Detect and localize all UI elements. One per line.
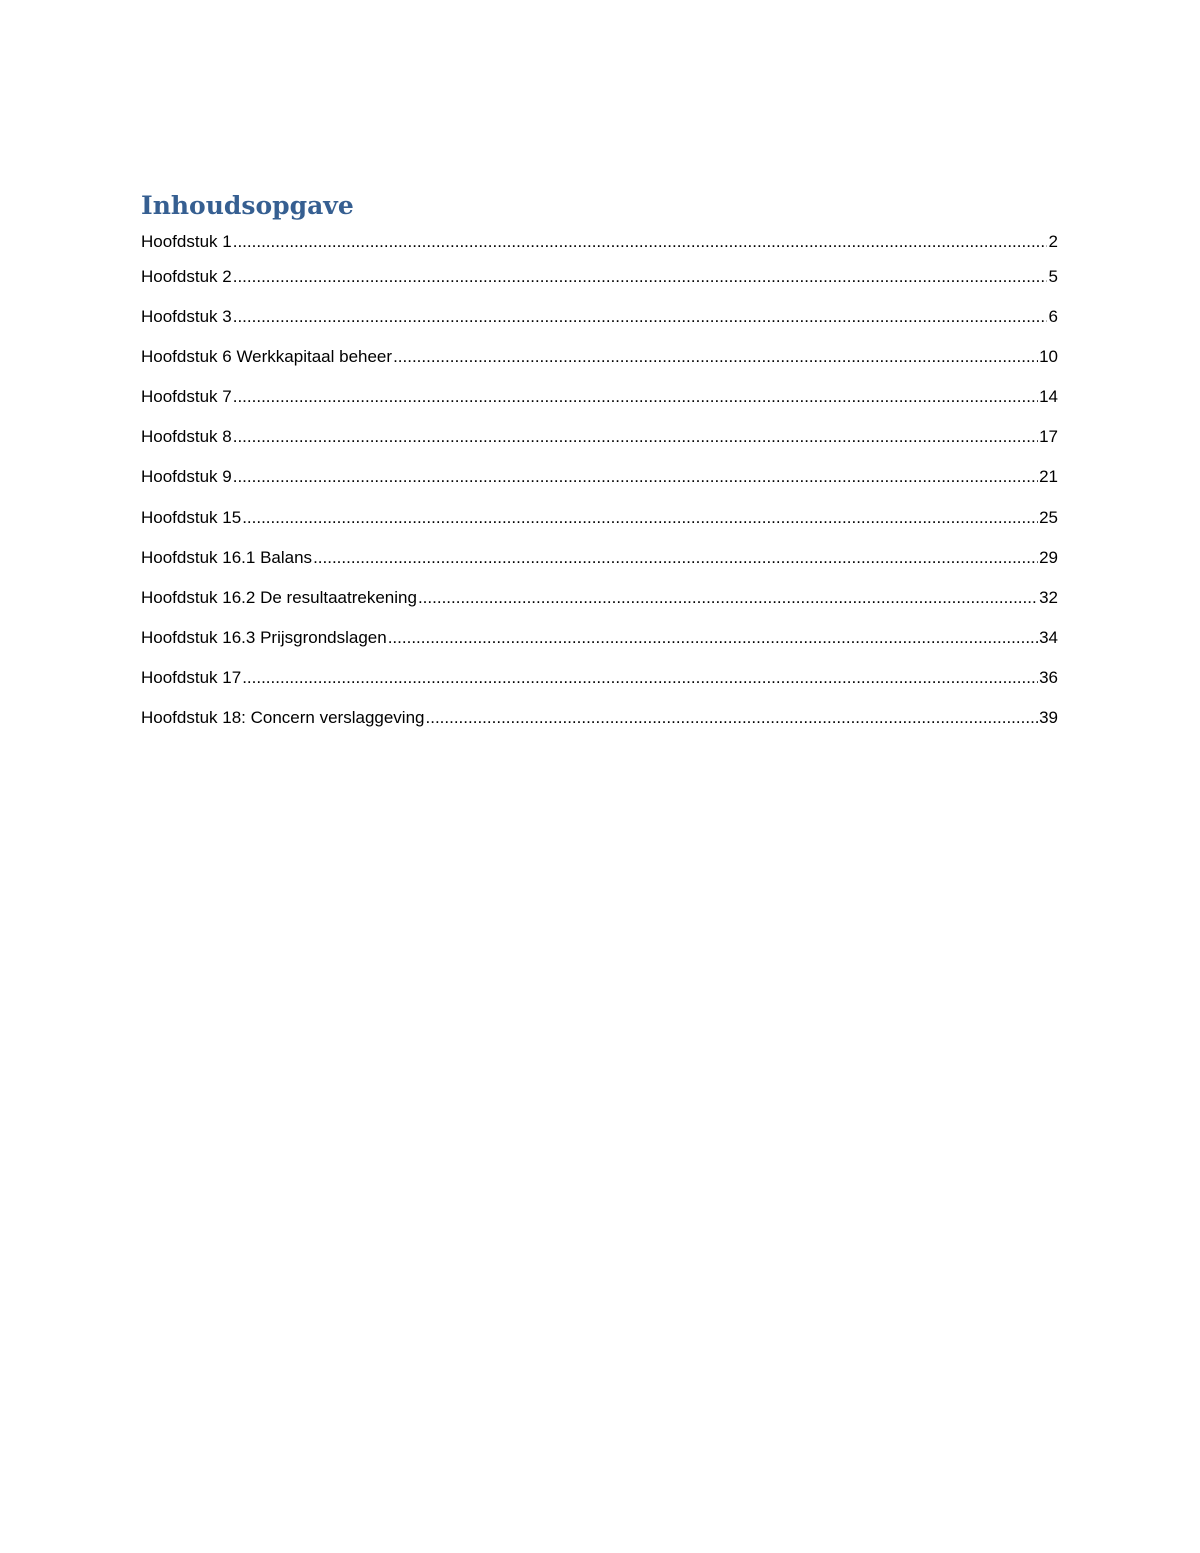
toc-entry-label: Hoofdstuk 3 bbox=[141, 307, 232, 327]
toc-list bbox=[141, 232, 1058, 748]
toc-entry-label: Hoofdstuk 2 bbox=[141, 267, 232, 286]
toc-entry-page: 34 bbox=[1039, 627, 1058, 647]
toc-entry[interactable] bbox=[141, 508, 1058, 548]
toc-dot-leader bbox=[233, 387, 1038, 407]
toc-entry-page: 39 bbox=[1039, 708, 1058, 728]
toc-entry[interactable] bbox=[141, 427, 1058, 467]
toc-dot-leader bbox=[242, 508, 1038, 528]
toc-entry-page: 25 bbox=[1039, 507, 1058, 527]
toc-entry-label: Hoofdstuk 8 bbox=[141, 427, 232, 447]
toc-entry-page: 36 bbox=[1039, 667, 1058, 687]
toc-dot-leader bbox=[393, 347, 1038, 367]
toc-entry[interactable] bbox=[141, 387, 1058, 427]
toc-entry[interactable] bbox=[141, 588, 1058, 628]
toc-entry-page: 17 bbox=[1039, 427, 1058, 447]
toc-dot-leader bbox=[233, 267, 1047, 287]
toc-dot-leader bbox=[426, 708, 1039, 728]
toc-entry-page: 29 bbox=[1039, 547, 1058, 567]
toc-entry[interactable] bbox=[141, 548, 1058, 588]
toc-entry[interactable] bbox=[141, 668, 1058, 708]
toc-entry-label: Hoofdstuk 16.1 Balans bbox=[141, 547, 313, 567]
toc-entry-page: 14 bbox=[1039, 387, 1058, 407]
toc-entry-label: Hoofdstuk 16.2 De resultaatrekening bbox=[141, 587, 417, 607]
toc-entry-label: Hoofdstuk 17 bbox=[141, 667, 242, 687]
toc-dot-leader bbox=[233, 467, 1038, 487]
toc-dot-leader bbox=[388, 628, 1038, 648]
toc-entry-label: Hoofdstuk 1 bbox=[141, 232, 232, 251]
toc-entry[interactable] bbox=[141, 708, 1058, 748]
toc-entry-label: Hoofdstuk 15 bbox=[141, 507, 242, 527]
toc-dot-leader bbox=[233, 232, 1047, 252]
toc-entry-label: Hoofdstuk 16.3 Prijsgrondslagen bbox=[141, 627, 387, 647]
document-page bbox=[141, 186, 1058, 748]
toc-entry-page: 32 bbox=[1039, 587, 1058, 607]
toc-entry-page: 2 bbox=[1048, 232, 1058, 251]
toc-entry[interactable] bbox=[141, 267, 1058, 307]
toc-dot-leader bbox=[418, 588, 1038, 608]
toc-title: Inhoudsopgave bbox=[141, 191, 354, 220]
toc-entry-label: Hoofdstuk 7 bbox=[141, 387, 232, 407]
toc-dot-leader bbox=[233, 427, 1038, 447]
toc-dot-leader bbox=[242, 668, 1038, 688]
toc-entry[interactable] bbox=[141, 232, 1058, 267]
toc-dot-leader bbox=[313, 548, 1038, 568]
toc-entry-label: Hoofdstuk 6 Werkkapitaal beheer bbox=[141, 347, 393, 367]
toc-entry-page: 5 bbox=[1048, 267, 1058, 286]
toc-entry[interactable] bbox=[141, 307, 1058, 347]
toc-entry-page: 21 bbox=[1039, 467, 1058, 487]
toc-entry[interactable] bbox=[141, 347, 1058, 387]
toc-entry-label: Hoofdstuk 9 bbox=[141, 467, 232, 487]
toc-dot-leader bbox=[233, 307, 1047, 327]
toc-entry[interactable] bbox=[141, 628, 1058, 668]
toc-entry-label: Hoofdstuk 18: Concern verslaggeving bbox=[141, 708, 425, 728]
toc-entry-page: 6 bbox=[1048, 307, 1058, 327]
toc-entry-page: 10 bbox=[1039, 347, 1058, 367]
toc-entry[interactable] bbox=[141, 467, 1058, 507]
